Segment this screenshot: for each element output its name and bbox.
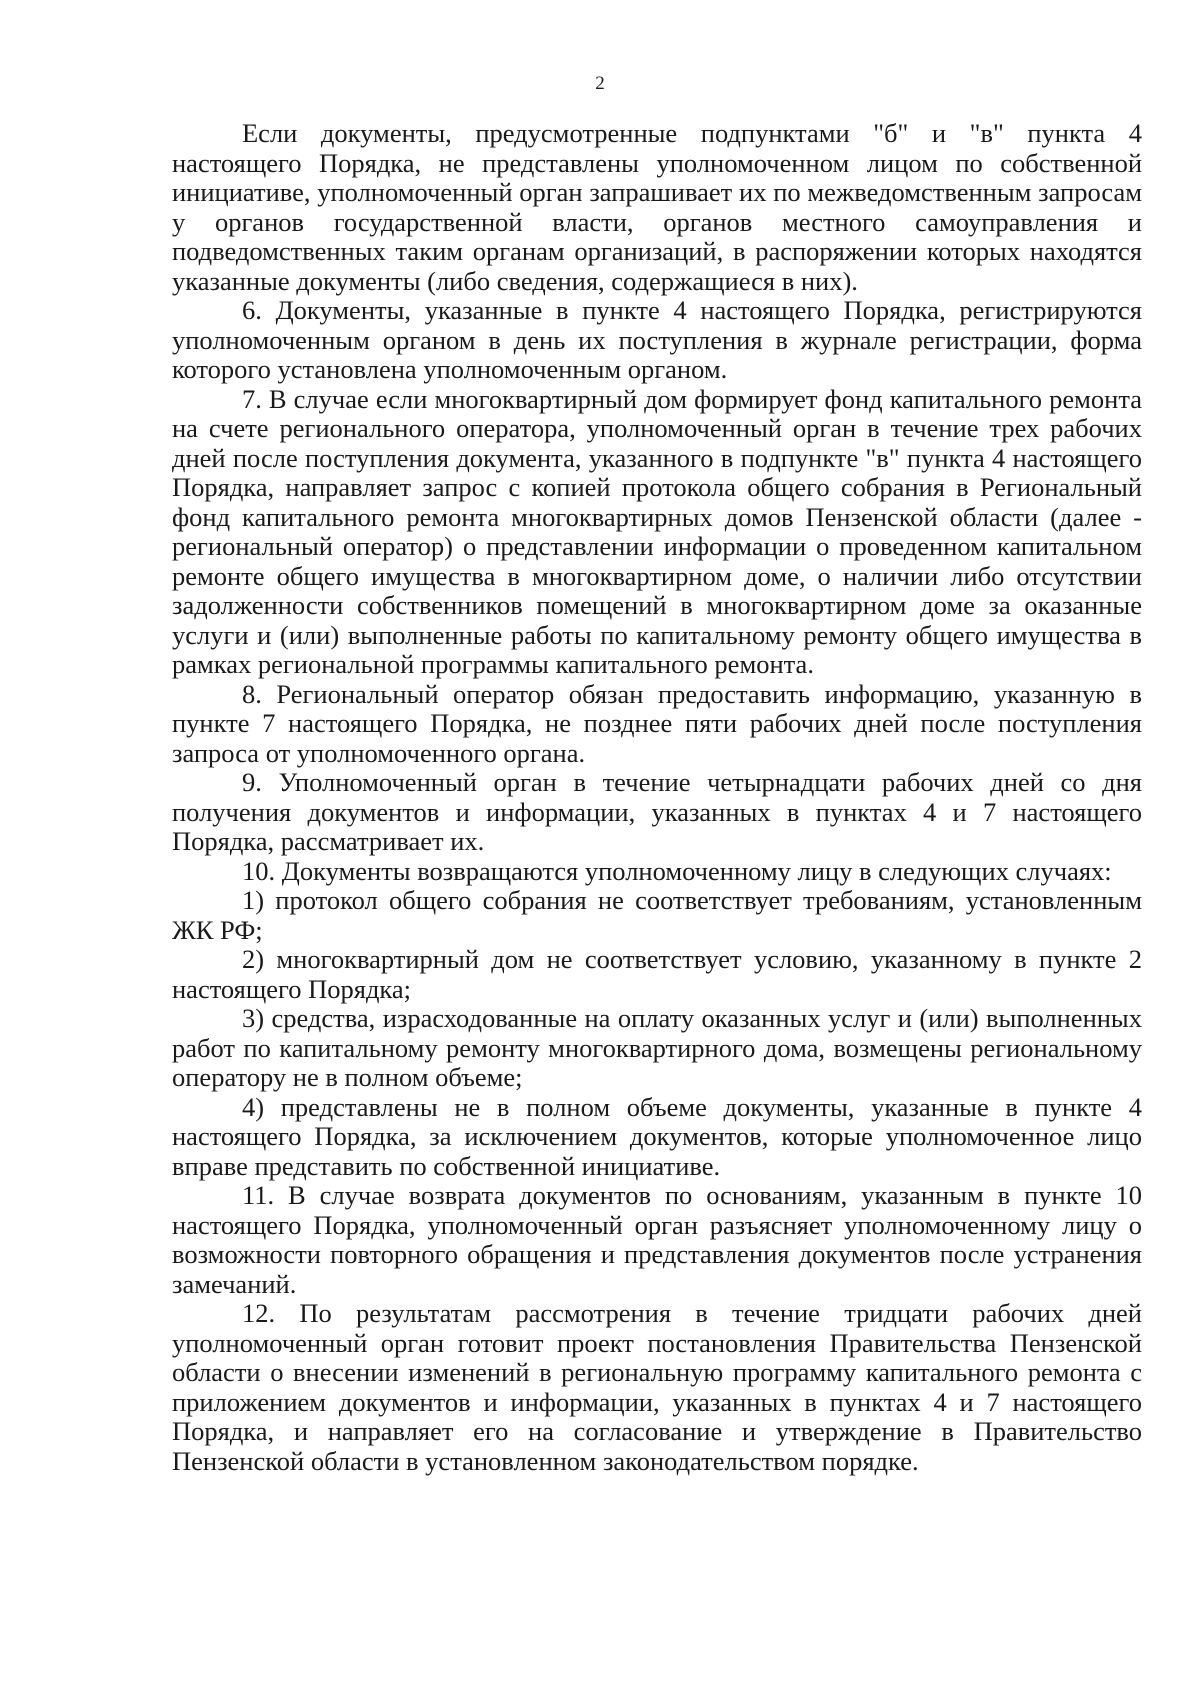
paragraph-item-12: 12. По результатам рассмотрения в течение тридцати рабочих дней уполномоченный орган готовит проект постановления Правительства Пензенской области о внесении изменений в региональную программу капитального ремонта с приложением документов и информации, указанных в пунктах 4 и 7 настоящего Порядка, и направляет его на согласование и утверждение в Правительство Пензенской области в установленном законодательством порядке. (172, 1298, 1142, 1476)
document-body (172, 119, 1142, 1476)
paragraph-item-10-sub-2: 2) многоквартирный дом не соответствует условию, указанному в пункте 2 настоящего Порядка; (172, 944, 1142, 1004)
paragraph-item-7: 7. В случае если многоквартирный дом формирует фонд капитального ремонта на счете регионального оператора, уполномоченный орган в течение трех рабочих дней после поступления документа, указанного в подпункте "в" пункта 4 настоящего Порядка, направляет запрос с копией протокола общего собрания в Региональный фонд капитального ремонта многоквартирных домов Пензенской области (далее - региональный оператор) о представлении информации о проведенном капитальном ремонте общего имущества в многоквартирном доме, о наличии либо отсутствии задолженности собственников помещений в многоквартирном доме за оказанные услуги и (или) выполненные работы по капитальному ремонту общего имущества в рамках региональной программы капитального ремонта. (172, 383, 1142, 679)
paragraph-item-10: 10. Документы возвращаются уполномоченному лицу в следующих случаях: (242, 855, 1112, 886)
paragraph-item-6: 6. Документы, указанные в пункте 4 настоящего Порядка, регистрируются уполномоченным органом в день их поступления в журнале регистрации, форма которого установлена уполномоченным органом. (172, 295, 1142, 384)
paragraph-item-9: 9. Уполномоченный орган в течение четырнадцати рабочих дней со дня получения документов и информации, указанных в пунктах 4 и 7 настоящего Порядка, рассматривает их. (172, 767, 1142, 856)
paragraph-item-10-sub-4: 4) представлены не в полном объеме документы, указанные в пункте 4 настоящего Порядка, за исключением документов, которые уполномоченное лицо вправе представить по собственной инициативе. (172, 1091, 1142, 1181)
paragraph-item-10-sub-3: 3) средства, израсходованные на оплату оказанных услуг и (или) выполненных работ по капитальному ремонту многоквартирного дома, возмещены региональному оператору не в полном объеме; (172, 1003, 1142, 1092)
paragraph-item-11: 11. В случае возврата документов по основаниям, указанным в пункте 10 настоящего Порядка, уполномоченный орган разъясняет уполномоченному лицу о возможности повторного обращения и представления документов после устранения замечаний. (172, 1180, 1142, 1299)
page-number: 2 (595, 73, 605, 94)
paragraph-item-8: 8. Региональный оператор обязан предоставить информацию, указанную в пункте 7 настоящего Порядка, не позднее пяти рабочих дней после поступления запроса от уполномоченного органа. (172, 678, 1142, 768)
paragraph-interagency-requests: Если документы, предусмотренные подпунктами "б" и "в" пункта 4 настоящего Порядка, не представлены уполномоченном лицом по собственной инициативе, уполномоченный орган запрашивает их по межведомственным запросам у органов государственной власти, органов местного самоуправления и подведомственных таким органам организаций, в распоряжении которых находятся указанные документы (либо сведения, содержащиеся в них). (172, 118, 1142, 296)
paragraph-item-10-sub-1: 1) протокол общего собрания не соответствует требованиям, установленным ЖК РФ; (172, 885, 1142, 945)
